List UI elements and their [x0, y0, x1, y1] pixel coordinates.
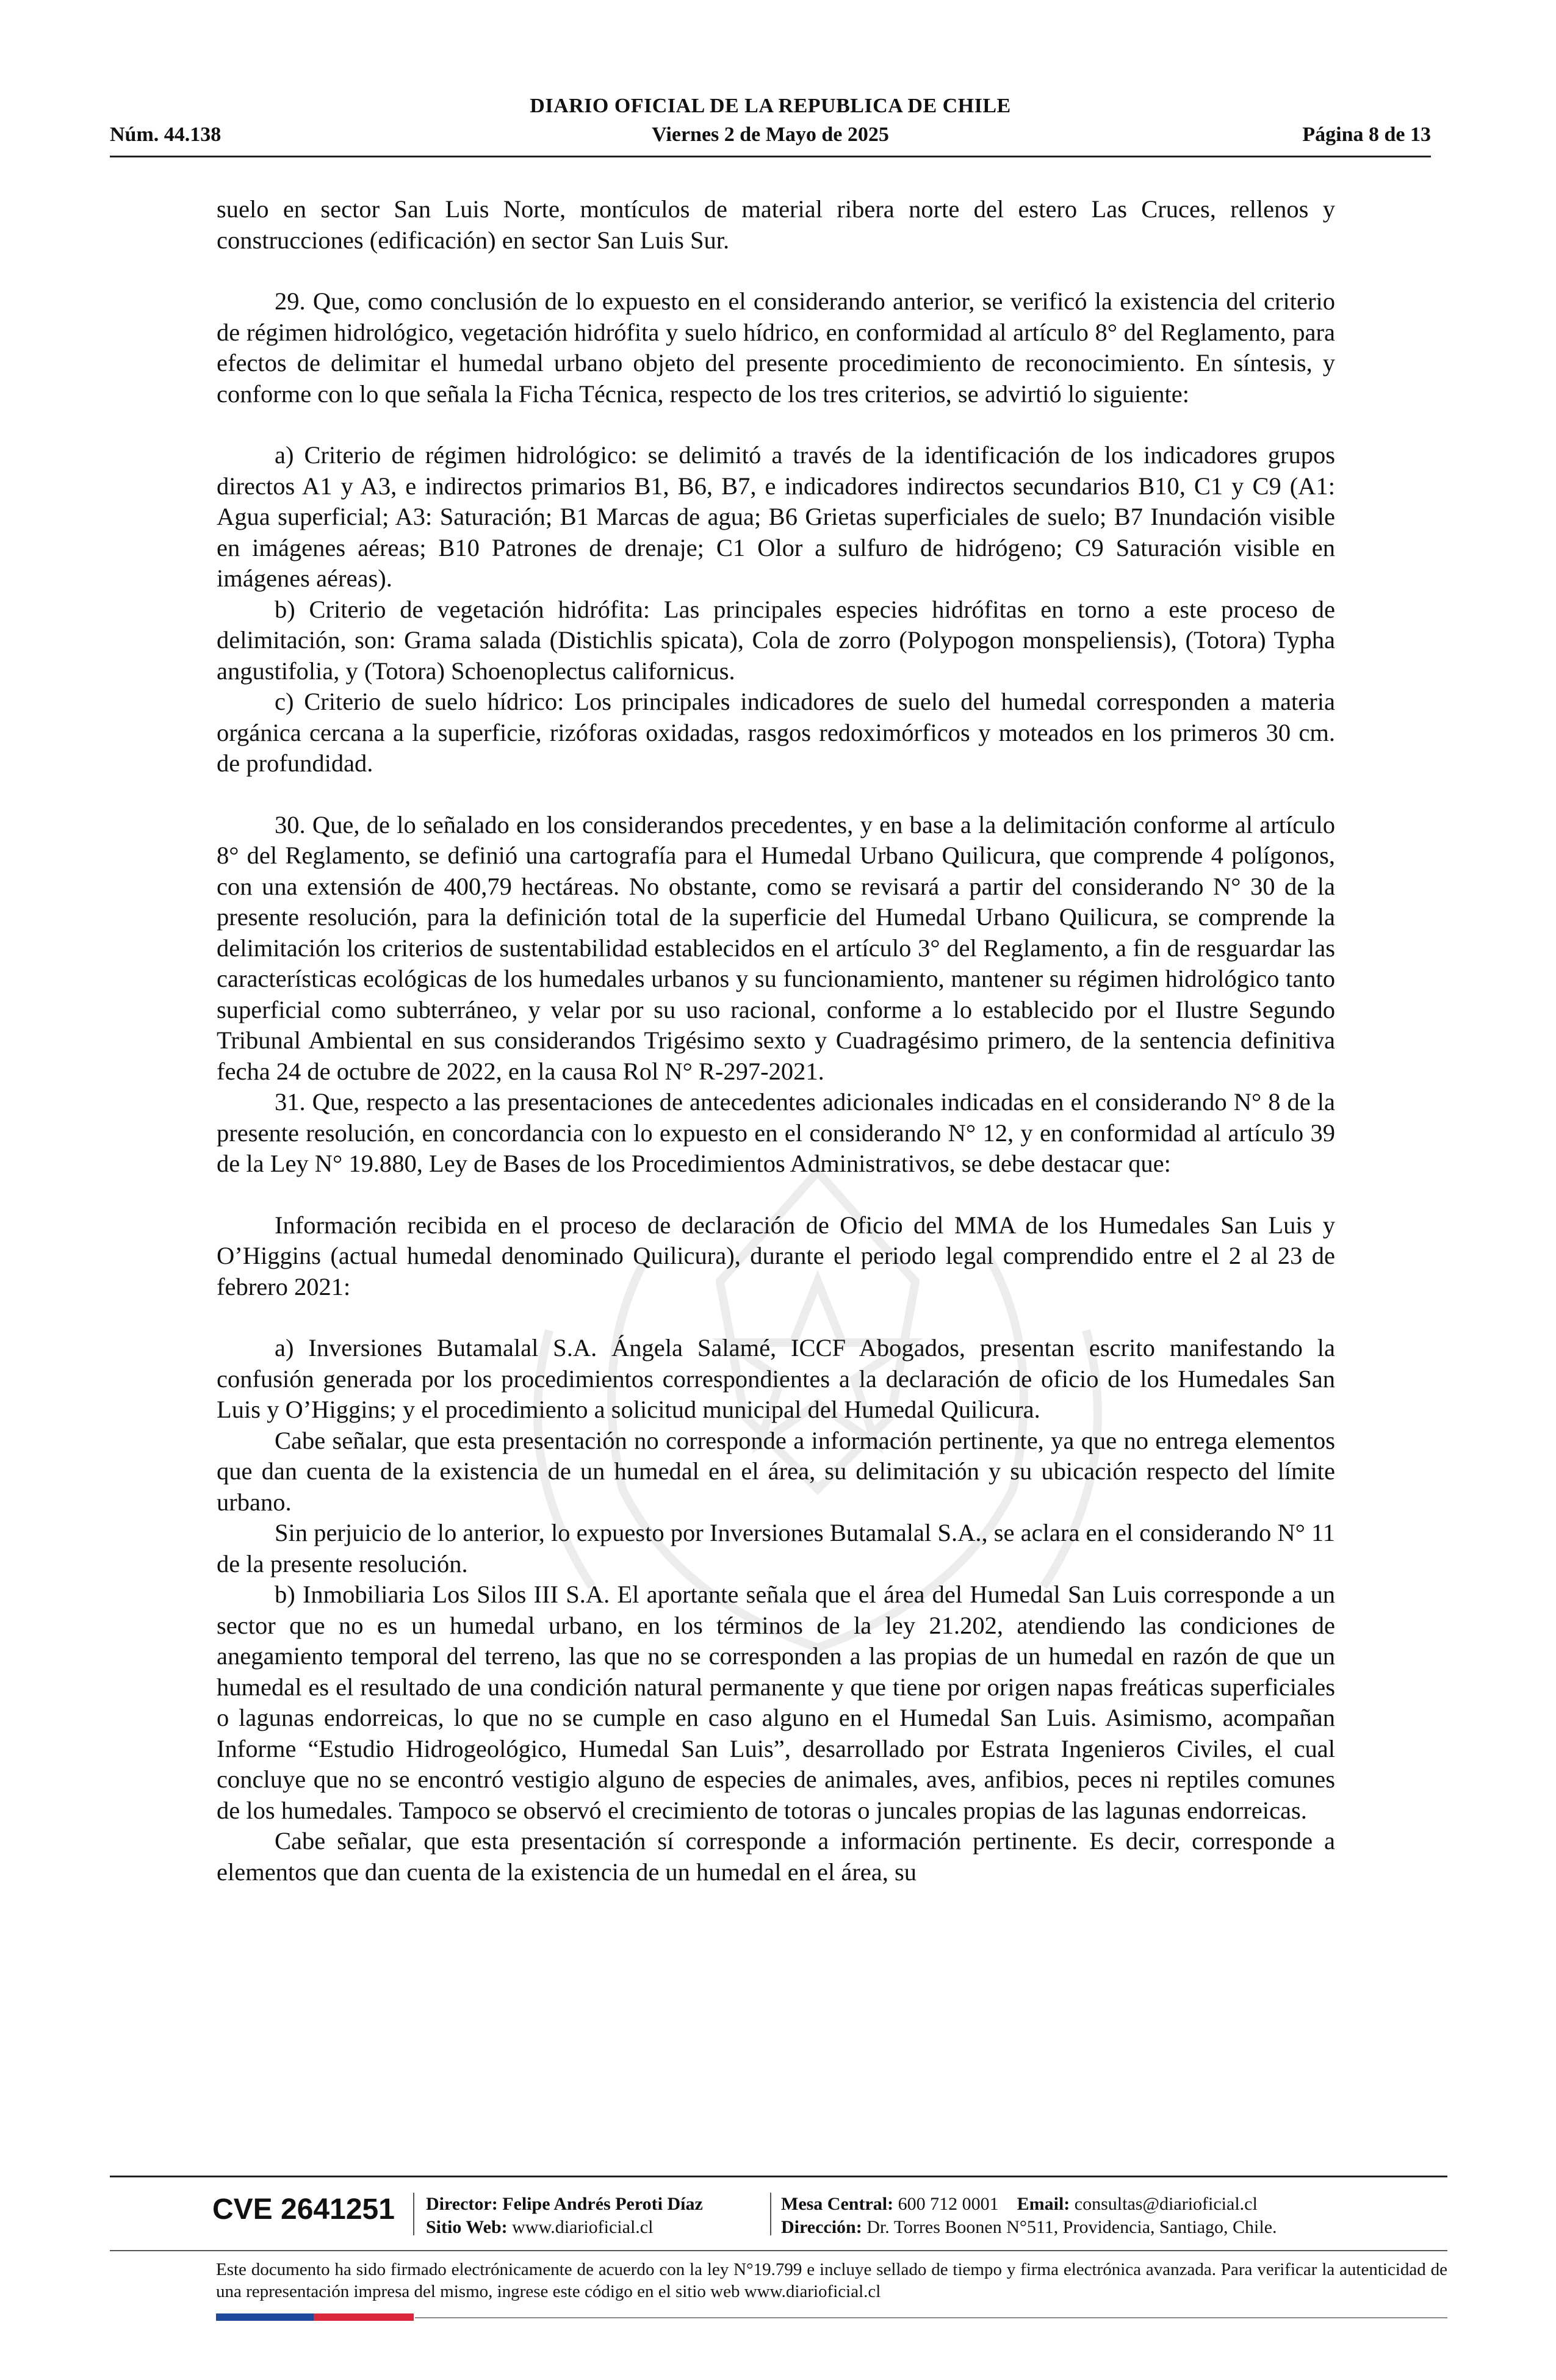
item-a: a) Inversiones Butamalal S.A. Ángela Salamé, ICCF Abogados, presentan escrito manifestando la confusión generada por los procedimientos correspondientes a la declaración de oficio de los Humedales San Luis y O’Higgins; y el procedimiento a solicitud municipal del Humedal Quilicura. — [217, 1334, 1335, 1423]
flag-stripe-blue — [216, 2313, 314, 2321]
paragraph: suelo en sector San Luis Norte, montículos de material ribera norte del estero Las Cruces, rellenos y construcciones (edificación) en sector San Luis Sur. — [217, 195, 1335, 254]
paragraph-info-received: Información recibida en el proceso de declaración de Oficio del MMA de los Humedales San Luis y O’Higgins (actual humedal denominado Quilicura), durante el periodo legal comprendido entre el 2 al 23 de febrero 2021: — [217, 1211, 1335, 1300]
footer-divider — [415, 2317, 1447, 2318]
publication-title: DIARIO OFICIAL DE LA REPUBLICA DE CHILE — [530, 95, 1011, 117]
paragraph: Cabe señalar, que esta presentación no corresponde a información pertinente, ya que no entrega elementos que dan cuenta de la existencia de un humedal en el área, su delimitación y su ubicación respecto del límite urbano. — [217, 1426, 1335, 1516]
header-divider — [110, 156, 1431, 157]
criterion-vegetation: b) Criterio de vegetación hidrófita: Las principales especies hidrófitas en torno a este proceso de delimitación, son: Grama salada (Distichlis spicata), Cola de zorro (Polypogon monspeliensis), (Totora) Typha angustifolia, y (Totora) Schoenoplectus californicus. — [217, 595, 1335, 685]
signature-note: Este documento ha sido firmado electrónicamente de acuerdo con la ley N°19.799 e incluye sellado de tiempo y firma electrónica avanzada. Para verificar la autenticidad de una representación impresa del mismo, ingrese este código en el sitio web www.diarioficial.cl — [216, 2260, 1447, 2301]
flag-stripe-red — [314, 2313, 414, 2321]
paragraph: Sin perjuicio de lo anterior, lo expuesto por Inversiones Butamalal S.A., se aclara en el considerando N° 11 de la presente resolución. — [217, 1519, 1335, 1578]
page-number: Página 8 de 13 — [1302, 123, 1431, 146]
director-name: Felipe Andrés Peroti Díaz — [502, 2194, 703, 2214]
mesa-label: Mesa Central: — [781, 2194, 894, 2214]
criterion-soil: c) Criterio de suelo hídrico: Los principales indicadores de suelo del humedal corresponden a materia orgánica cercana a la superficie, rizóforas oxidadas, rasgos redoximórficos y moteados en los primeros 30 cm. de profundidad. — [217, 688, 1335, 777]
footer-contact-block — [781, 2193, 1277, 2239]
paragraph-31: 31. Que, respecto a las presentaciones de antecedentes adicionales indicadas en el considerando N° 8 de la presente resolución, en concordancia con lo expuesto en el considerando N° 12, y en conformidad al artículo 39 de la Ley N° 19.880, Ley de Bases de los Procedimientos Administrativos, se debe destacar que: — [217, 1088, 1335, 1177]
cve-code: CVE 2641251 — [212, 2193, 395, 2226]
footer-separator — [413, 2193, 414, 2235]
paragraph: Cabe señalar, que esta presentación sí corresponde a información pertinente. Es decir, corresponde a elementos que dan cuenta de la existencia de un humedal en el área, su — [217, 1827, 1335, 1886]
page-footer — [110, 2176, 1447, 2346]
website-label: Sitio Web: — [426, 2217, 508, 2237]
footer-separator — [770, 2193, 771, 2235]
document-body — [217, 194, 1335, 1888]
issue-date: Viernes 2 de Mayo de 2025 — [652, 123, 889, 146]
email-link[interactable]: consultas@diarioficial.cl — [1074, 2194, 1258, 2214]
mesa-phone: 600 712 0001 — [898, 2194, 999, 2214]
paragraph-29: 29. Que, como conclusión de lo expuesto en el considerando anterior, se verificó la existencia del criterio de régimen hidrológico, vegetación hidrófita y suelo hídrico, en conformidad al artículo 8° del Reglamento, para efectos de delimitar el humedal urbano objeto del presente procedimiento de reconocimiento. En síntesis, y conforme con lo que señala la Ficha Técnica, respecto de los tres criterios, se advirtió lo siguiente: — [217, 287, 1335, 408]
footer-divider — [110, 2250, 1447, 2251]
item-b: b) Inmobiliaria Los Silos III S.A. El aportante señala que el área del Humedal San Luis corresponde a un sector que no es un humedal urbano, en los términos de la ley 21.202, atendiendo las condiciones de anegamiento temporal del terreno, las que no se corresponden a las propias de un humedal en razón de que un humedal es el resultado de una condición natural permanente y que tiene por origen napas freáticas superficiales o lagunas endorreicas, lo que no se cumple en caso alguno en el Humedal San Luis. Asimismo, acompañan Informe “Estudio Hidrogeológico, Humedal San Luis”, desarrollado por Estrata Ingenieros Civiles, el cual concluye que no se encontró vestigio alguno de especies de animales, aves, anfibios, peces ni reptiles comunes de los humedales. Tampoco se observó el crecimiento de totoras o juncales propias de las lagunas endorreicas. — [217, 1581, 1335, 1824]
page-header — [110, 95, 1431, 162]
paragraph-30: 30. Que, de lo señalado en los considerandos precedentes, y en base a la delimitación conforme al artículo 8° del Reglamento, se definió una cartografía para el Humedal Urbano Quilicura, que comprende 4 polígonos, con una extensión de 400,79 hectáreas. No obstante, como se revisará a partir del considerando N° 30 de la presente resolución, para la definición total de la superficie del Humedal Urbano Quilicura, se comprende la delimitación los criterios de sustentabilidad establecidos en el artículo 3° del Reglamento, a fin de resguardar las características ecológicas de los humedales urbanos y su funcionamiento, mantener su régimen hidrológico tanto superficial como subterráneo, y velar por su uso racional, conforme a lo establecido por el Ilustre Segundo Tribunal Ambiental en sus considerandos Trigésimo sexto y Cuadragésimo primero, de la sentencia definitiva fecha 24 de octubre de 2022, en la causa Rol N° R-297-2021. — [217, 810, 1335, 1085]
address-label: Dirección: — [781, 2217, 862, 2237]
email-label: Email: — [1017, 2194, 1070, 2214]
issue-number: Núm. 44.138 — [110, 123, 222, 146]
address-value: Dr. Torres Boonen N°511, Providencia, Santiago, Chile. — [866, 2217, 1277, 2237]
criterion-hydrologic: a) Criterio de régimen hidrológico: se delimitó a través de la identificación de los indicadores grupos directos A1 y A3, e indirectos primarios B1, B6, B7, e indicadores indirectos secundarios B10, C1 y C9 (A1: Agua superficial; A3: Saturación; B1 Marcas de agua; B6 Grietas superficiales de suelo; B7 Inundación visible en imágenes aéreas; B10 Patrones de drenaje; C1 Olor a sulfuro de hidrógeno; C9 Saturación visible en imágenes aéreas). — [217, 441, 1335, 592]
footer-director-block — [426, 2193, 703, 2239]
website-link[interactable]: www.diarioficial.cl — [512, 2217, 654, 2237]
footer-divider — [110, 2176, 1447, 2177]
director-label: Director: — [426, 2194, 498, 2214]
